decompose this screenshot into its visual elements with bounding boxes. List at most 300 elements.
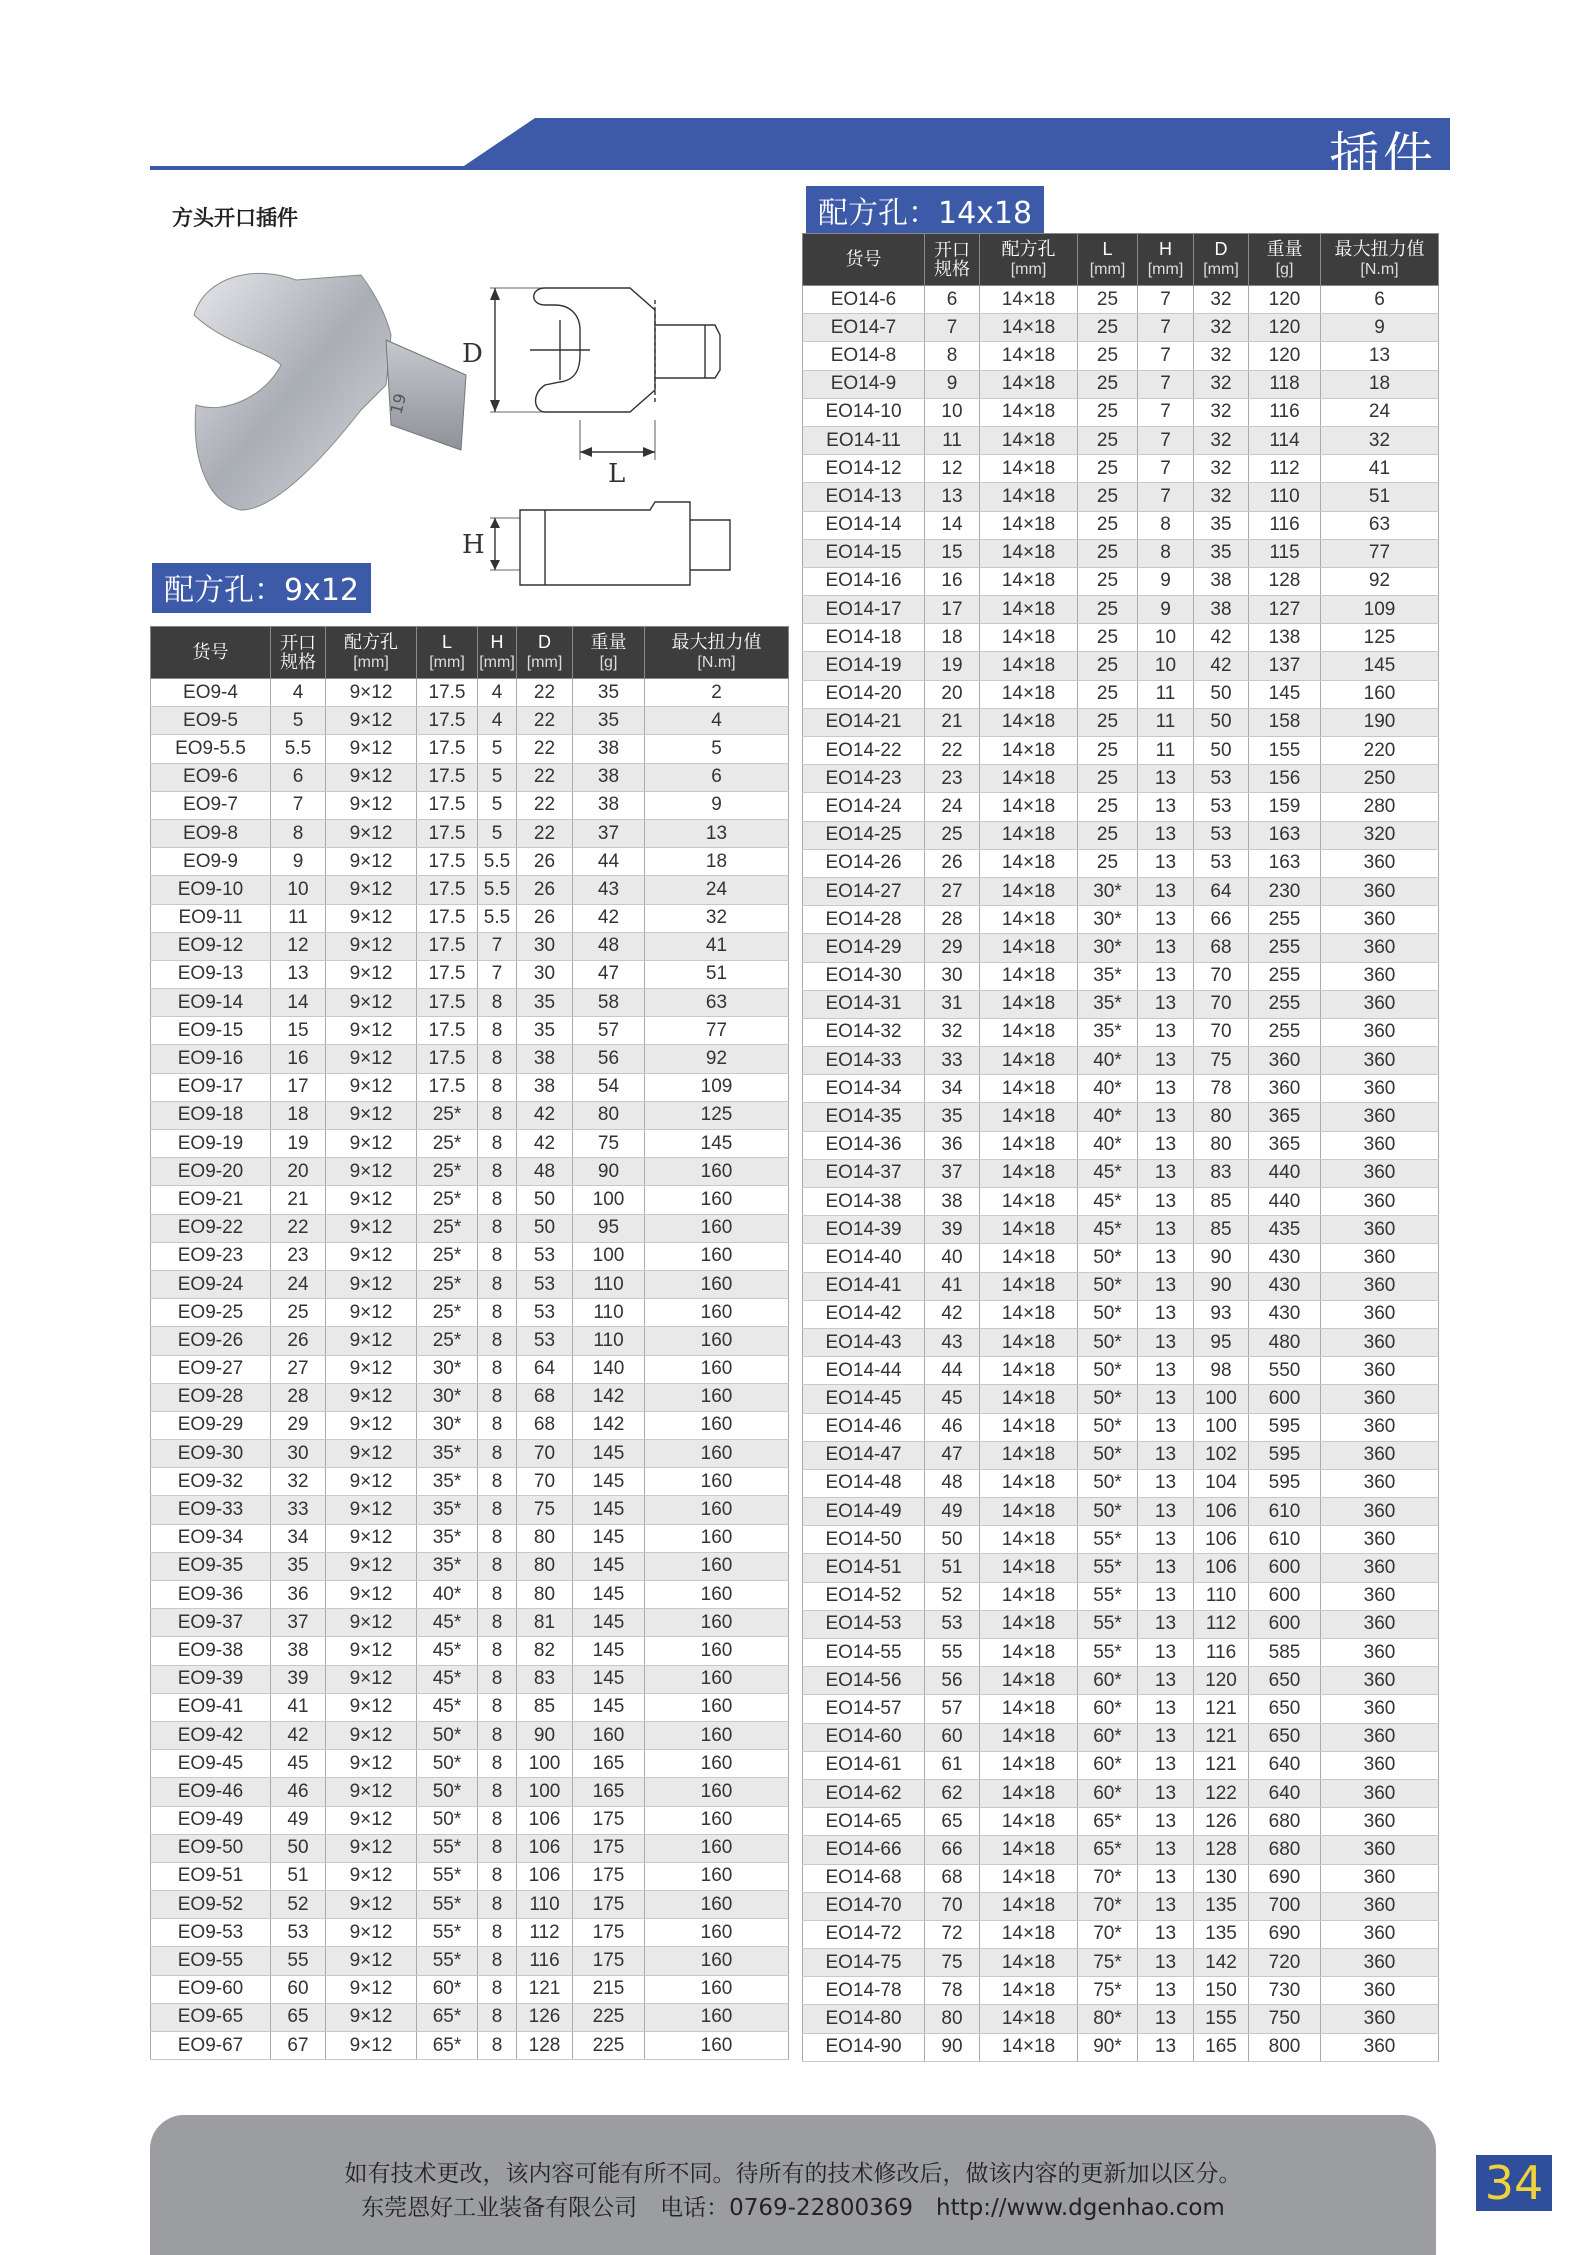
table-row (151, 932, 789, 960)
cell-weight: 690 (1249, 1864, 1321, 1892)
cell-drive: 9×12 (326, 989, 417, 1017)
cell-drive: 14×18 (980, 1188, 1078, 1216)
cell-d: 110 (517, 1891, 573, 1919)
cell-l: 17.5 (417, 1073, 478, 1101)
cell-code: EO14-49 (803, 1498, 925, 1526)
table-row (803, 1441, 1439, 1469)
cell-code: EO9-24 (151, 1270, 271, 1298)
cell-code: EO14-22 (803, 737, 925, 765)
cell-h: 13 (1138, 1582, 1194, 1610)
size-mark: 19 (386, 391, 411, 417)
cell-opening: 25 (925, 821, 980, 849)
table-row (803, 906, 1439, 934)
table-row (151, 904, 789, 932)
cell-code: EO9-39 (151, 1665, 271, 1693)
cell-code: EO9-28 (151, 1383, 271, 1411)
cell-h: 8 (478, 1270, 517, 1298)
cell-code: EO14-48 (803, 1469, 925, 1497)
cell-drive: 9×12 (326, 1214, 417, 1242)
cell-d: 83 (1194, 1159, 1249, 1187)
cell-h: 13 (1138, 1413, 1194, 1441)
cell-drive: 9×12 (326, 1186, 417, 1214)
cell-torque: 360 (1321, 990, 1439, 1018)
cell-torque: 160 (645, 1524, 789, 1552)
cell-opening: 38 (925, 1188, 980, 1216)
cell-d: 121 (1194, 1751, 1249, 1779)
cell-drive: 9×12 (326, 1862, 417, 1890)
cell-opening: 21 (271, 1186, 326, 1214)
table-row (151, 1186, 789, 1214)
cell-opening: 75 (925, 1949, 980, 1977)
cell-l: 45* (417, 1637, 478, 1665)
table-row (803, 483, 1439, 511)
cell-opening: 15 (271, 1017, 326, 1045)
cell-code: EO14-46 (803, 1413, 925, 1441)
cell-l: 30* (1078, 877, 1138, 905)
cell-drive: 9×12 (326, 1637, 417, 1665)
table-row (151, 1581, 789, 1609)
cell-weight: 610 (1249, 1498, 1321, 1526)
cell-d: 70 (517, 1468, 573, 1496)
cell-code: EO9-11 (151, 904, 271, 932)
cell-torque: 160 (645, 1552, 789, 1580)
cell-d: 135 (1194, 1920, 1249, 1948)
cell-torque: 360 (1321, 1159, 1439, 1187)
cell-torque: 360 (1321, 1018, 1439, 1046)
cell-l: 35* (417, 1468, 478, 1496)
cell-opening: 46 (271, 1778, 326, 1806)
cell-opening: 18 (271, 1101, 326, 1129)
table-row (803, 1047, 1439, 1075)
table-row (803, 1188, 1439, 1216)
cell-drive: 9×12 (326, 1947, 417, 1975)
cell-torque: 360 (1321, 2005, 1439, 2033)
cell-d: 22 (517, 819, 573, 847)
footer-disclaimer: 如有技术更改，该内容可能有所不同。待所有的技术修改后，做该内容的更新加以区分。 (344, 2161, 1242, 2187)
cell-weight: 137 (1249, 652, 1321, 680)
table-row (151, 1862, 789, 1890)
cell-d: 53 (1194, 849, 1249, 877)
cell-torque: 160 (645, 1862, 789, 1890)
cell-opening: 34 (925, 1075, 980, 1103)
cell-weight: 42 (573, 904, 645, 932)
cell-torque: 160 (645, 1778, 789, 1806)
table-row (151, 679, 789, 707)
cell-weight: 75 (573, 1130, 645, 1158)
cell-torque: 360 (1321, 849, 1439, 877)
cell-drive: 14×18 (980, 426, 1078, 454)
footer-bar (150, 2115, 1436, 2255)
cell-l: 60* (1078, 1751, 1138, 1779)
cell-torque: 77 (645, 1017, 789, 1045)
cell-code: EO14-43 (803, 1328, 925, 1356)
cell-d: 80 (1194, 1103, 1249, 1131)
cell-code: EO14-72 (803, 1920, 925, 1948)
cell-l: 50* (1078, 1413, 1138, 1441)
cell-h: 13 (1138, 1216, 1194, 1244)
cell-h: 8 (478, 1778, 517, 1806)
cell-code: EO14-75 (803, 1949, 925, 1977)
cell-l: 50* (1078, 1441, 1138, 1469)
cell-torque: 160 (645, 1411, 789, 1439)
cell-opening: 41 (925, 1272, 980, 1300)
cell-d: 50 (1194, 737, 1249, 765)
cell-d: 53 (517, 1270, 573, 1298)
cell-l: 25* (417, 1130, 478, 1158)
table-row (803, 1244, 1439, 1272)
table-row (803, 737, 1439, 765)
cell-l: 55* (1078, 1639, 1138, 1667)
cell-h: 13 (1138, 1526, 1194, 1554)
cell-weight: 175 (573, 1862, 645, 1890)
cell-torque: 18 (1321, 370, 1439, 398)
cell-opening: 26 (925, 849, 980, 877)
cell-code: EO9-6 (151, 763, 271, 791)
cell-opening: 6 (925, 286, 980, 314)
cell-drive: 9×12 (326, 707, 417, 735)
cell-weight: 142 (573, 1411, 645, 1439)
cell-opening: 65 (925, 1808, 980, 1836)
cell-torque: 360 (1321, 1469, 1439, 1497)
cell-code: EO14-20 (803, 680, 925, 708)
cell-d: 110 (1194, 1582, 1249, 1610)
table-row (151, 876, 789, 904)
cell-drive: 14×18 (980, 567, 1078, 595)
cell-weight: 145 (573, 1609, 645, 1637)
cell-drive: 9×12 (326, 1101, 417, 1129)
cell-h: 8 (478, 1665, 517, 1693)
cell-l: 70* (1078, 1920, 1138, 1948)
cell-torque: 360 (1321, 1385, 1439, 1413)
cell-code: EO14-25 (803, 821, 925, 849)
cell-opening: 53 (271, 1919, 326, 1947)
cell-weight: 48 (573, 932, 645, 960)
cell-l: 60* (1078, 1667, 1138, 1695)
cell-code: EO14-51 (803, 1554, 925, 1582)
cell-opening: 45 (271, 1750, 326, 1778)
cell-d: 68 (517, 1411, 573, 1439)
cell-h: 13 (1138, 1695, 1194, 1723)
header-weight: 重量 [g] (573, 627, 645, 679)
cell-l: 50* (1078, 1328, 1138, 1356)
cell-opening: 43 (925, 1328, 980, 1356)
table-14x18-label: 配方孔：14x18 (806, 186, 1044, 236)
table-row (803, 398, 1439, 426)
cell-opening: 45 (925, 1385, 980, 1413)
cell-drive: 14×18 (980, 652, 1078, 680)
cell-l: 25* (417, 1242, 478, 1270)
cell-drive: 14×18 (980, 1977, 1078, 2005)
cell-torque: 32 (1321, 426, 1439, 454)
cell-drive: 14×18 (980, 1159, 1078, 1187)
cell-code: EO14-90 (803, 2033, 925, 2061)
cell-d: 42 (517, 1130, 573, 1158)
cell-drive: 14×18 (980, 793, 1078, 821)
cell-opening: 52 (271, 1891, 326, 1919)
table-row (151, 1496, 789, 1524)
cell-drive: 14×18 (980, 1018, 1078, 1046)
cell-torque: 360 (1321, 1244, 1439, 1272)
cell-opening: 24 (271, 1270, 326, 1298)
cell-d: 42 (1194, 624, 1249, 652)
table-row (151, 791, 789, 819)
cell-opening: 65 (271, 2003, 326, 2031)
cell-weight: 120 (1249, 286, 1321, 314)
cell-d: 70 (1194, 962, 1249, 990)
cell-opening: 39 (271, 1665, 326, 1693)
cell-torque: 160 (645, 1440, 789, 1468)
cell-drive: 14×18 (980, 314, 1078, 342)
cell-code: EO9-9 (151, 848, 271, 876)
cell-h: 13 (1138, 1779, 1194, 1807)
header-l: L [mm] (1078, 234, 1138, 286)
cell-drive: 9×12 (326, 2003, 417, 2031)
cell-drive: 9×12 (326, 1327, 417, 1355)
cell-h: 8 (478, 1101, 517, 1129)
table-row (803, 1610, 1439, 1638)
cell-code: EO14-56 (803, 1667, 925, 1695)
cell-weight: 145 (573, 1581, 645, 1609)
cell-opening: 44 (925, 1357, 980, 1385)
cell-d: 83 (517, 1665, 573, 1693)
header-opening: 开口 规格 (271, 627, 326, 679)
table-row (803, 1808, 1439, 1836)
cell-drive: 9×12 (326, 1552, 417, 1580)
cell-h: 13 (1138, 1892, 1194, 1920)
cell-l: 30* (417, 1383, 478, 1411)
cell-h: 13 (1138, 1469, 1194, 1497)
cell-d: 70 (517, 1440, 573, 1468)
cell-torque: 360 (1321, 1328, 1439, 1356)
header-h: H [mm] (478, 627, 517, 679)
cell-d: 32 (1194, 455, 1249, 483)
cell-l: 75* (1078, 1949, 1138, 1977)
cell-opening: 14 (271, 989, 326, 1017)
cell-l: 35* (417, 1524, 478, 1552)
cell-opening: 61 (925, 1751, 980, 1779)
table-row (803, 793, 1439, 821)
table-row (803, 1920, 1439, 1948)
cell-l: 60* (1078, 1779, 1138, 1807)
cell-opening: 9 (925, 370, 980, 398)
cell-h: 5.5 (478, 848, 517, 876)
cell-d: 81 (517, 1609, 573, 1637)
cell-code: EO9-20 (151, 1158, 271, 1186)
table-row (151, 1693, 789, 1721)
cell-d: 150 (1194, 1977, 1249, 2005)
cell-h: 5.5 (478, 876, 517, 904)
cell-d: 155 (1194, 2005, 1249, 2033)
cell-opening: 31 (925, 990, 980, 1018)
cell-torque: 360 (1321, 1047, 1439, 1075)
cell-opening: 51 (925, 1554, 980, 1582)
cell-l: 35* (1078, 962, 1138, 990)
cell-weight: 440 (1249, 1159, 1321, 1187)
cell-code: EO14-15 (803, 539, 925, 567)
cell-drive: 9×12 (326, 932, 417, 960)
cell-opening: 23 (925, 765, 980, 793)
cell-opening: 70 (925, 1892, 980, 1920)
cell-code: EO9-30 (151, 1440, 271, 1468)
cell-opening: 55 (925, 1639, 980, 1667)
cell-d: 26 (517, 876, 573, 904)
cell-weight: 116 (1249, 398, 1321, 426)
cell-opening: 32 (925, 1018, 980, 1046)
table-row (803, 877, 1439, 905)
cell-code: EO14-30 (803, 962, 925, 990)
cell-torque: 63 (1321, 511, 1439, 539)
cell-l: 25 (1078, 370, 1138, 398)
cell-h: 8 (478, 1411, 517, 1439)
cell-l: 35* (1078, 990, 1138, 1018)
cell-drive: 14×18 (980, 1103, 1078, 1131)
cell-opening: 49 (925, 1498, 980, 1526)
cell-h: 13 (1138, 1949, 1194, 1977)
cell-opening: 32 (271, 1468, 326, 1496)
cell-d: 121 (1194, 1695, 1249, 1723)
cell-weight: 37 (573, 819, 645, 847)
cell-torque: 360 (1321, 2033, 1439, 2061)
cell-torque: 360 (1321, 1610, 1439, 1638)
cell-d: 106 (1194, 1554, 1249, 1582)
table-row (151, 1609, 789, 1637)
cell-h: 8 (478, 1609, 517, 1637)
cell-l: 17.5 (417, 876, 478, 904)
cell-l: 25 (1078, 539, 1138, 567)
table-row (151, 2032, 789, 2060)
cell-code: EO14-44 (803, 1357, 925, 1385)
cell-l: 25 (1078, 708, 1138, 736)
cell-code: EO9-41 (151, 1693, 271, 1721)
cell-l: 55* (1078, 1582, 1138, 1610)
cell-weight: 44 (573, 848, 645, 876)
cell-drive: 14×18 (980, 1498, 1078, 1526)
cell-weight: 127 (1249, 596, 1321, 624)
table-row (151, 1834, 789, 1862)
cell-l: 25 (1078, 567, 1138, 595)
cell-opening: 35 (271, 1552, 326, 1580)
cell-code: EO9-12 (151, 932, 271, 960)
cell-l: 25* (417, 1214, 478, 1242)
cell-opening: 57 (925, 1695, 980, 1723)
cell-drive: 14×18 (980, 1441, 1078, 1469)
cell-l: 45* (417, 1693, 478, 1721)
cell-drive: 14×18 (980, 1639, 1078, 1667)
cell-drive: 14×18 (980, 1892, 1078, 1920)
cell-weight: 155 (1249, 737, 1321, 765)
cell-opening: 19 (925, 652, 980, 680)
cell-opening: 56 (925, 1667, 980, 1695)
cell-weight: 57 (573, 1017, 645, 1045)
cell-h: 13 (1138, 1357, 1194, 1385)
cell-torque: 160 (645, 1468, 789, 1496)
cell-drive: 14×18 (980, 398, 1078, 426)
table-row (803, 1526, 1439, 1554)
cell-weight: 550 (1249, 1357, 1321, 1385)
cell-code: EO9-53 (151, 1919, 271, 1947)
cell-d: 100 (517, 1778, 573, 1806)
cell-h: 8 (478, 989, 517, 1017)
cell-code: EO14-18 (803, 624, 925, 652)
cell-d: 48 (517, 1158, 573, 1186)
cell-d: 90 (1194, 1244, 1249, 1272)
table-row (151, 848, 789, 876)
cell-opening: 55 (271, 1947, 326, 1975)
cell-weight: 600 (1249, 1554, 1321, 1582)
cell-h: 5 (478, 791, 517, 819)
cell-l: 50* (1078, 1498, 1138, 1526)
table-row (151, 1383, 789, 1411)
cell-torque: 360 (1321, 1498, 1439, 1526)
cell-weight: 165 (573, 1750, 645, 1778)
cell-weight: 600 (1249, 1385, 1321, 1413)
cell-drive: 9×12 (326, 1919, 417, 1947)
cell-opening: 29 (925, 934, 980, 962)
table-row (151, 819, 789, 847)
cell-l: 17.5 (417, 791, 478, 819)
cell-weight: 640 (1249, 1751, 1321, 1779)
cell-opening: 6 (271, 763, 326, 791)
cell-l: 45* (1078, 1216, 1138, 1244)
header-h: H [mm] (1138, 234, 1194, 286)
cell-d: 68 (1194, 934, 1249, 962)
cell-weight: 255 (1249, 934, 1321, 962)
cell-h: 13 (1138, 962, 1194, 990)
cell-code: EO14-28 (803, 906, 925, 934)
cell-d: 128 (1194, 1836, 1249, 1864)
cell-l: 40* (417, 1581, 478, 1609)
cell-l: 25 (1078, 793, 1138, 821)
table-row (803, 1075, 1439, 1103)
cell-code: EO14-12 (803, 455, 925, 483)
cell-weight: 430 (1249, 1244, 1321, 1272)
table-row (151, 1242, 789, 1270)
cell-drive: 14×18 (980, 990, 1078, 1018)
cell-weight: 54 (573, 1073, 645, 1101)
cell-h: 8 (1138, 511, 1194, 539)
cell-weight: 110 (1249, 483, 1321, 511)
cell-h: 8 (478, 1130, 517, 1158)
cell-l: 25 (1078, 596, 1138, 624)
cell-drive: 9×12 (326, 1045, 417, 1073)
cell-weight: 80 (573, 1101, 645, 1129)
cell-h: 7 (1138, 370, 1194, 398)
cell-opening: 49 (271, 1806, 326, 1834)
table-row (803, 596, 1439, 624)
cell-d: 80 (517, 1581, 573, 1609)
cell-weight: 640 (1249, 1779, 1321, 1807)
cell-opening: 28 (271, 1383, 326, 1411)
cell-weight: 163 (1249, 849, 1321, 877)
cell-l: 25 (1078, 849, 1138, 877)
cell-code: EO14-62 (803, 1779, 925, 1807)
cell-l: 65* (417, 2003, 478, 2031)
cell-d: 30 (517, 932, 573, 960)
cell-d: 130 (1194, 1864, 1249, 1892)
cell-code: EO14-37 (803, 1159, 925, 1187)
cell-d: 70 (1194, 990, 1249, 1018)
cell-code: EO9-60 (151, 1975, 271, 2003)
cell-code: EO14-14 (803, 511, 925, 539)
cell-d: 32 (1194, 426, 1249, 454)
cell-torque: 360 (1321, 934, 1439, 962)
cell-code: EO14-68 (803, 1864, 925, 1892)
cell-l: 50* (417, 1750, 478, 1778)
cell-drive: 14×18 (980, 1300, 1078, 1328)
cell-l: 17.5 (417, 989, 478, 1017)
table-row (151, 1299, 789, 1327)
cell-drive: 9×12 (326, 2032, 417, 2060)
